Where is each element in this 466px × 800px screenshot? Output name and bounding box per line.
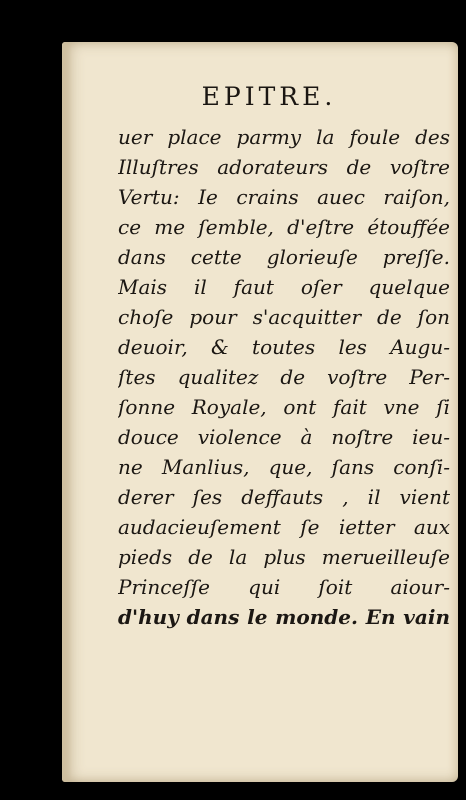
- text-line: derer ſes deffauts , il vient: [118, 485, 450, 509]
- text-line: Vertu: Ie crains auec raiſon,: [118, 185, 450, 209]
- text-line: deuoir, & toutes les Augu-: [118, 335, 450, 359]
- text-line: ce me ſemble, d'eſtre étouffée: [118, 215, 450, 239]
- text-line: dans cette glorieuſe preſſe.: [118, 245, 450, 269]
- text-line: Princeſſe qui ſoit aiour-: [118, 575, 450, 599]
- text-line: uer place parmy la foule des: [118, 125, 450, 149]
- text-line: Mais il faut oſer quelque: [118, 275, 450, 299]
- text-line: d'huy dans le monde. En vain: [118, 605, 450, 629]
- text-line: ne Manlius, que, ſans conſi-: [118, 455, 450, 479]
- text-line: pieds de la plus merueilleuſe: [118, 545, 450, 569]
- text-line: ſonne Royale, ont fait vne ſi: [118, 395, 450, 419]
- book-page: [62, 42, 458, 782]
- page-text-block: [118, 122, 450, 632]
- text-line: audacieuſement ſe ietter aux: [118, 515, 450, 539]
- text-line: ſtes qualitez de voſtre Per-: [118, 365, 450, 389]
- text-line: douce violence à noſtre ieu-: [118, 425, 450, 449]
- page-header: EPITRE.: [201, 82, 337, 111]
- text-line: Illuſtres adorateurs de voſtre: [118, 155, 450, 179]
- text-line: choſe pour s'acquitter de ſon: [118, 305, 450, 329]
